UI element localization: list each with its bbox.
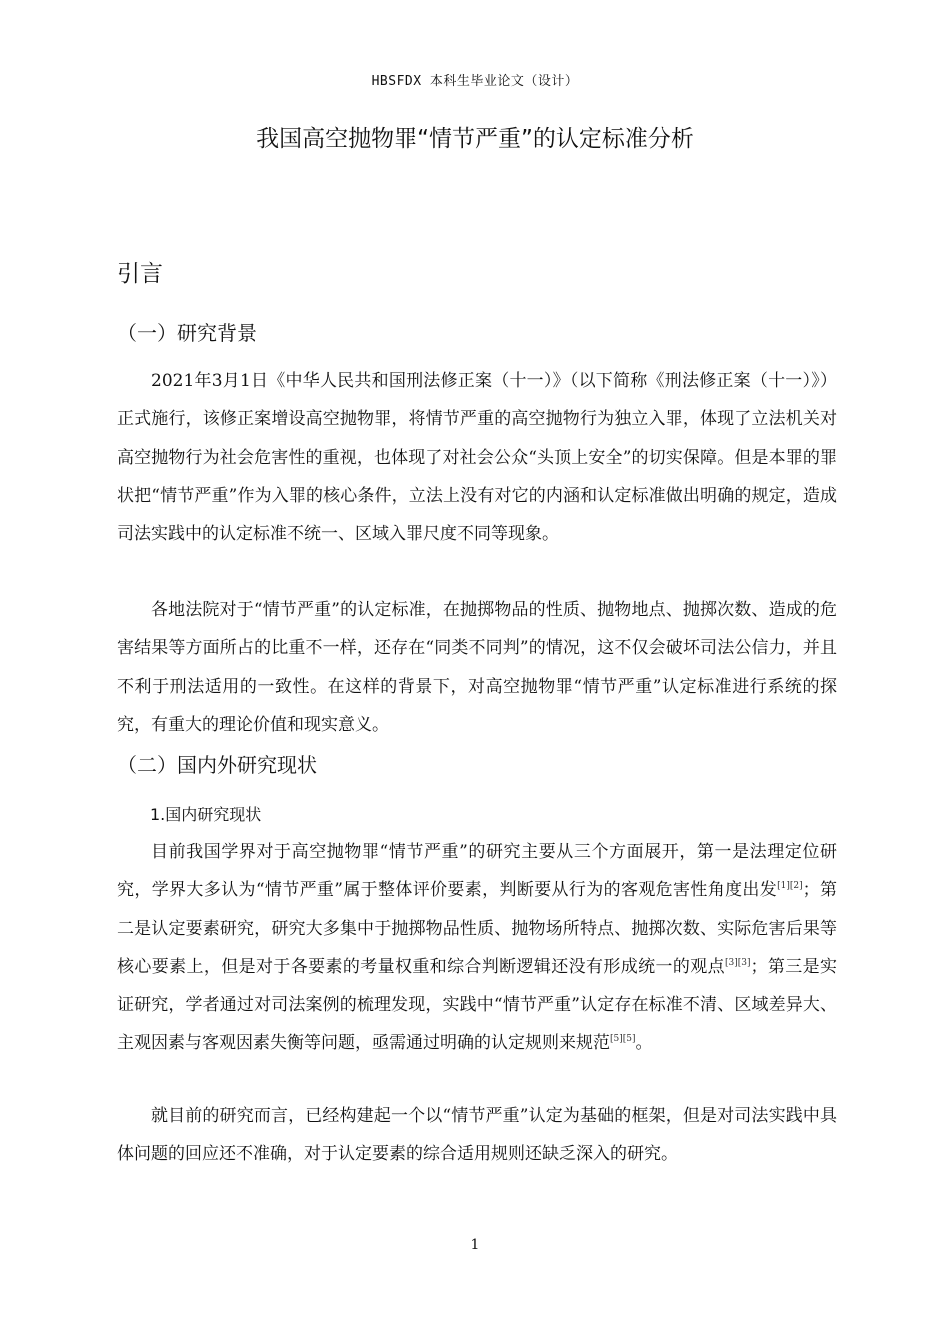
domestic-text-a: 目前我国学界对于高空抛物罪“情节严重”的研究主要从三个方面展开，第一是法理定位研究，学界大多认为“情节严重”属于整体评价要素，判断要从行为的客观危害性角度出发 (117, 842, 837, 901)
background-paragraph-1: 2021年3月1日《中华人民共和国刑法修正案（十一）》（以下简称《刑法修正案（十一）》）正式施行，该修正案增设高空抛物罪，将情节严重的高空抛物行为独立入罪，体现了立法机关对高空抛物行为社会危害性的重视，也体现了对社会公众“头顶上安全”的切实保障。但是本罪的罪状把“情节严重”作为入罪的核心条件，立法上没有对它的内涵和认定标准做出明确的规定，造成司法实践中的认定标准不统一、区域入罪尺度不同等现象。 (117, 371, 837, 545)
domestic-paragraph-2: 就目前的研究而言，已经构建起一个以“情节严重”认定为基础的框架，但是对司法实践中具体问题的回应还不准确，对于认定要素的综合适用规则还缺乏深入的研究。 (117, 1106, 837, 1165)
domestic-paragraph-1 (117, 833, 837, 1063)
section-heading-introduction: 引言 (117, 261, 163, 287)
citation-1-2[interactable]: [1][2] (777, 881, 803, 892)
page-number: 1 (470, 1237, 480, 1253)
running-header: HBSFDX 本科生毕业论文（设计） (371, 74, 579, 89)
subsection-heading-background: （一）研究背景 (117, 321, 257, 345)
background-paragraph-2: 各地法院对于“情节严重”的认定标准，在抛掷物品的性质、抛物地点、抛掷次数、造成的危害结果等方面所占的比重不一样，还存在“同类不同判”的情况，这不仅会破坏司法公信力，并且不利于刑法适用的一致性。在这样的背景下，对高空抛物罪“情节严重”认定标准进行系统的探究，有重大的理论价值和现实意义。 (117, 600, 837, 735)
subsection-heading-research-status: （二）国内外研究现状 (117, 753, 317, 777)
domestic-text-c: ；第三是实证研究，学者通过对司法案例的梳理发现，实践中“情节严重”认定存在标准不清、区域差异大、主观因素与客观因素失衡等问题，亟需通过明确的认定规则来规范 (117, 956, 838, 1054)
subsubsection-heading-domestic: 1.国内研究现状 (150, 805, 262, 824)
domestic-text-b: ；第二是认定要素研究，研究大多集中于抛掷物品性质、抛物场所特点、抛掷次数、实际危害后果等核心要素上，但是对于各要素的考量权重和综合判断逻辑还没有形成统一的观点 (117, 880, 837, 977)
citation-3-3[interactable]: [3][3] (725, 957, 751, 968)
citation-5-5[interactable]: [5][5] (610, 1034, 636, 1045)
document-title: 我国高空抛物罪“情节严重”的认定标准分析 (256, 126, 694, 152)
domestic-text-d: 。 (635, 1033, 653, 1054)
